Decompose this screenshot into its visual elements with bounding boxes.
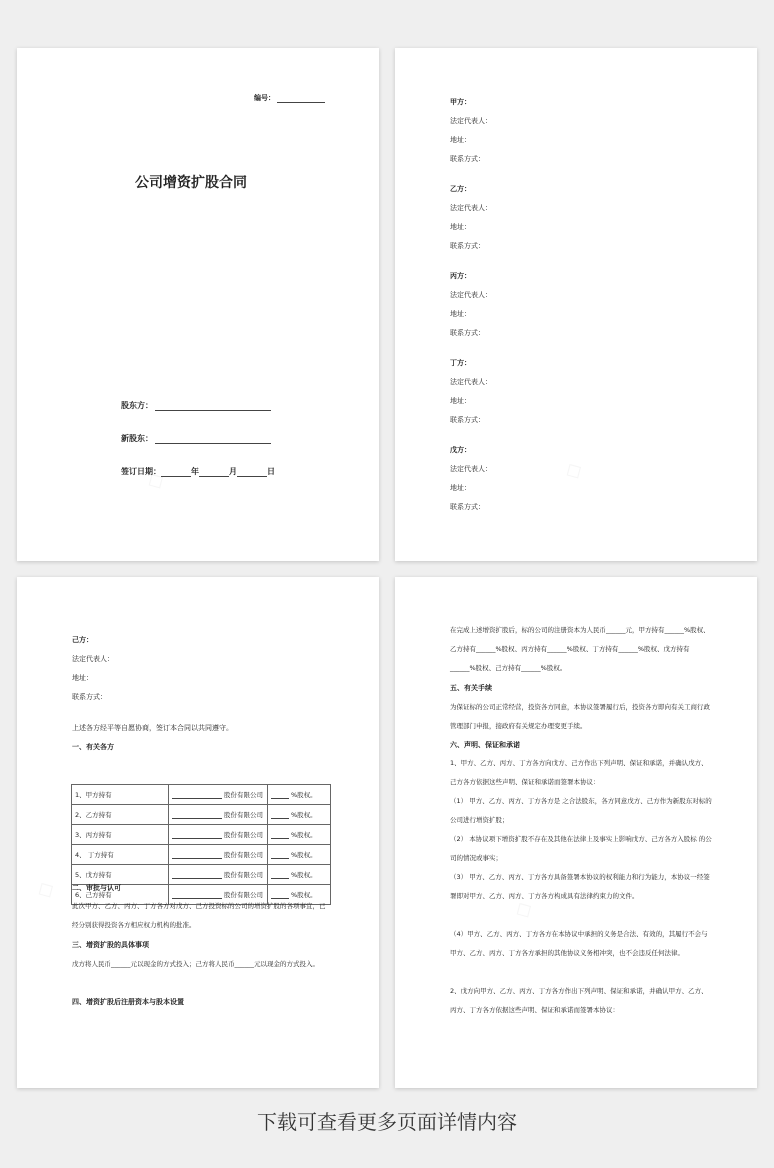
- party-b-addr: 地址：: [450, 223, 471, 231]
- day-label: 日: [267, 467, 275, 476]
- party-d-name: 丁方：: [450, 359, 471, 367]
- contract-number-blank: [277, 94, 325, 103]
- clause-1: 1、甲方、乙方、丙方、丁方各方向戊方、己方作出下列声明、保证和承诺，并确认戊方、己方各方依据这些声明、保证和承诺而签署本协议：: [450, 759, 708, 786]
- holder-cell: 4、 丁方持有: [72, 845, 169, 865]
- new-shareholder-label: 新股东：: [121, 434, 153, 443]
- ratio-cell: [268, 805, 331, 825]
- ratio-cell: [268, 865, 331, 885]
- document-page-3: [17, 577, 379, 1088]
- party-a-contact: 联系方式：: [450, 155, 485, 163]
- ratio-cell: [268, 785, 331, 805]
- year-blank: [161, 467, 191, 477]
- shareholder-label: 股东方：: [121, 401, 153, 410]
- company-cell: [169, 805, 268, 825]
- ratio-text: %股权。: [291, 891, 317, 899]
- party-e-contact: 联系方式：: [450, 503, 485, 511]
- party-a-name: 甲方：: [450, 98, 471, 106]
- new-shareholder-field: [121, 433, 271, 444]
- company-text: 股份有限公司: [224, 831, 263, 839]
- day-blank: [237, 467, 267, 477]
- holder-cell: 1、甲方持有: [72, 785, 169, 805]
- intro-text: 上述各方经平等自愿协商，签订本合同以共同遵守。: [72, 724, 233, 732]
- capital-paragraph: 在完成上述增资扩股后，标的公司的注册资本为人民币______元，甲方持有______%股权、乙方持有______%股权、丙方持有______%股权、丁方持有______%股权、戊方持有______%股权、己方持有______%股权。: [450, 626, 710, 672]
- section-5-heading: 五、有关手续: [450, 684, 492, 692]
- party-a-rep: 法定代表人：: [450, 117, 492, 125]
- year-label: 年: [191, 467, 199, 476]
- new-shareholder-blank: [155, 434, 271, 444]
- document-page-2: [395, 48, 757, 561]
- contract-number-field: [254, 93, 325, 103]
- clause-1-3: （3） 甲方、乙方、丙方、丁方各方具备签署本协议的权利能力和行为能力，本协议一经签署即对甲方、乙方、丙方、丁方各方构成具有法律约束力的文件。: [450, 873, 710, 900]
- section-6-heading: 六、声明、保证和承诺: [450, 741, 520, 749]
- more-pages-caption: 下载可查看更多页面详情内容: [257, 1110, 517, 1134]
- section-3-text: 戊方将人民币______元以现金的方式投入；己方将人民币______元以现金的方式投入。: [72, 960, 319, 968]
- sign-date-label: 签订日期：: [121, 467, 161, 476]
- section-3-heading: 三、增资扩股的具体事项: [72, 941, 149, 949]
- party-d-addr: 地址：: [450, 397, 471, 405]
- table-row: [72, 865, 331, 885]
- holder-cell: 6、己方持有: [72, 885, 169, 905]
- party-d-rep: 法定代表人：: [450, 378, 492, 386]
- party-b-rep: 法定代表人：: [450, 204, 492, 212]
- holder-cell: 3、丙方持有: [72, 825, 169, 845]
- party-e-rep: 法定代表人：: [450, 465, 492, 473]
- shareholder-field: [121, 400, 271, 411]
- company-cell: [169, 825, 268, 845]
- company-text: 股份有限公司: [224, 891, 263, 899]
- party-e-addr: 地址：: [450, 484, 471, 492]
- party-b-contact: 联系方式：: [450, 242, 485, 250]
- clause-1-1: （1） 甲方、乙方、丙方、丁方各方是 之合法股东，各方同意戊方、己方作为新股东对标的公司进行增资扩股；: [450, 797, 712, 824]
- clause-1-2: （2） 本协议项下增资扩股不存在及其他在法律上及事实上影响戊方、己方各方入股标 的公司的情况或事实；: [450, 835, 712, 862]
- company-cell: [169, 785, 268, 805]
- party-f-name: 己方：: [72, 636, 93, 644]
- shareholder-blank: [155, 401, 271, 411]
- company-cell: [169, 845, 268, 865]
- ratio-text: %股权。: [291, 791, 317, 799]
- party-c-rep: 法定代表人：: [450, 291, 492, 299]
- company-text: 股份有限公司: [224, 851, 263, 859]
- party-a-addr: 地址：: [450, 136, 471, 144]
- section-2-text: 此次甲方、乙方、丙方、丁方各方对戊方、己方投资标的公司的增资扩股的各项事宜，已经分别获得投资各方相应权力机构的批准。: [72, 902, 326, 929]
- table-row: [72, 845, 331, 865]
- month-label: 月: [229, 467, 237, 476]
- section-2-heading: 二、审批与认可: [72, 884, 121, 892]
- watermark: [560, 455, 587, 485]
- month-blank: [199, 467, 229, 477]
- clause-2: 2、戊方向甲方、乙方、丙方、丁方各方作出下列声明、保证和承诺，并确认甲方、乙方、 丙方、丁方各方依据这些声明、保证和承诺而签署本协议：: [450, 987, 708, 1014]
- company-text: 股份有限公司: [224, 791, 263, 799]
- document-page-1: [17, 48, 379, 561]
- section-1-heading: 一、有关各方: [72, 743, 114, 751]
- party-f-contact: 联系方式：: [72, 693, 107, 701]
- company-cell: [169, 865, 268, 885]
- party-c-addr: 地址：: [450, 310, 471, 318]
- clause-1-4: （4）甲方、乙方、丙方、丁方各方在本协议中承担的义务是合法、有效的，其履行不会与甲方、乙方、丙方、丁方各方承担的其他协议义务相冲突，也不会违反任何法律。: [450, 930, 708, 957]
- ratio-cell: [268, 825, 331, 845]
- document-title: 公司增资扩股合同: [135, 175, 247, 191]
- company-text: 股份有限公司: [224, 811, 263, 819]
- ratio-text: %股权。: [291, 831, 317, 839]
- party-c-name: 丙方：: [450, 272, 471, 280]
- section-4-heading: 四、增资扩股后注册资本与股本设置: [72, 998, 184, 1006]
- party-d-contact: 联系方式：: [450, 416, 485, 424]
- ratio-text: %股权。: [291, 871, 317, 879]
- table-row: [72, 785, 331, 805]
- ratio-text: %股权。: [291, 811, 317, 819]
- holder-cell: 5、戊方持有: [72, 865, 169, 885]
- document-page-4: [395, 577, 757, 1088]
- company-text: 股份有限公司: [224, 871, 263, 879]
- party-b-name: 乙方：: [450, 185, 471, 193]
- watermark: [32, 874, 59, 904]
- party-c-contact: 联系方式：: [450, 329, 485, 337]
- party-e-name: 戊方：: [450, 446, 471, 454]
- section-5-text: 为保证标的公司正常经营，投资各方同意，本协议签署履行后，投资各方即向有关工商行政管理部门申报，接政府有关规定办理变更手续。: [450, 703, 710, 730]
- holder-cell: 2、乙方持有: [72, 805, 169, 825]
- party-f-addr: 地址：: [72, 674, 93, 682]
- ratio-cell: [268, 845, 331, 865]
- party-f-rep: 法定代表人：: [72, 655, 114, 663]
- ratio-text: %股权。: [291, 851, 317, 859]
- table-row: [72, 825, 331, 845]
- table-row: [72, 805, 331, 825]
- contract-number-label: 编号：: [254, 94, 275, 102]
